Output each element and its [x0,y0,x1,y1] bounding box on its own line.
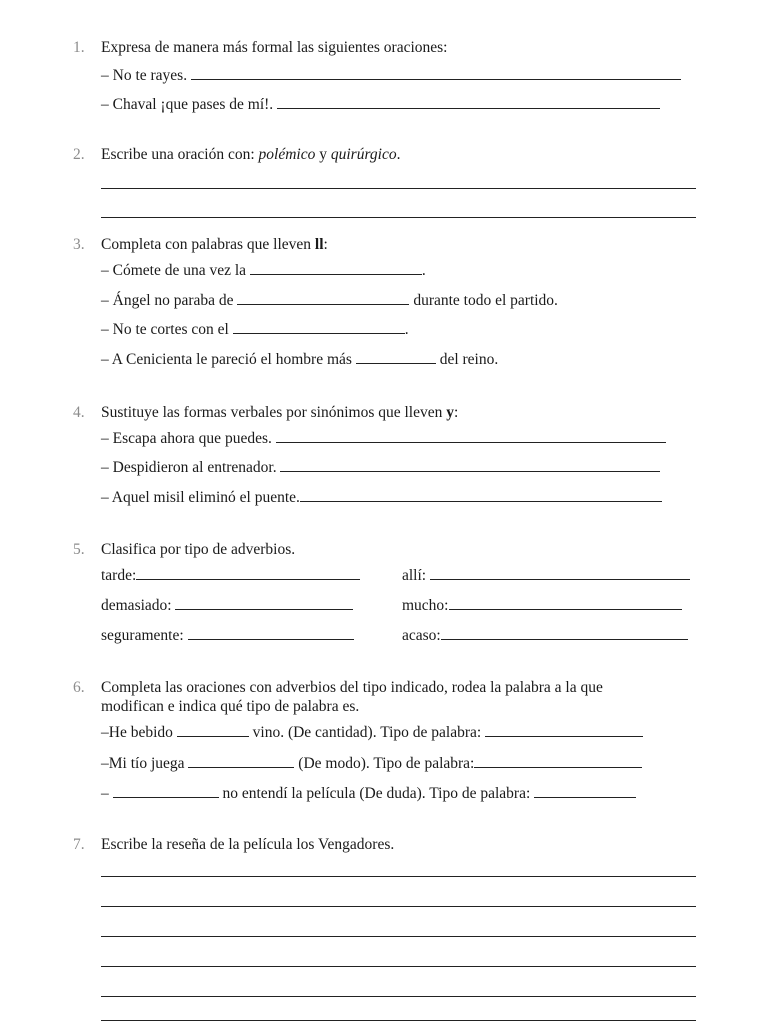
fill-item-1: – Cómete de una vez la . [101,262,426,279]
blank[interactable] [449,595,682,610]
question-prompt-line-1: Completa las oraciones con adverbios del tipo indicado, rodea la palabra a la que [101,679,603,696]
answer-line-2: – Despidieron al entrenador. [101,457,660,477]
adverb-left-2: demasiado: [101,595,353,615]
answer-line-2: – Chaval ¡que pases de mí!. [101,94,697,114]
question-number: 1. [73,39,85,56]
answer-rule[interactable] [101,188,696,189]
blank[interactable] [188,753,294,768]
question-number: 3. [73,236,85,253]
question-number: 2. [73,146,85,163]
word-quirurgico: quirúrgico [330,146,397,163]
blank[interactable] [233,319,405,334]
question-number: 6. [73,679,85,696]
answer-rule[interactable] [101,876,696,877]
blank[interactable] [237,290,409,305]
fill-item-1: –He bebido vino. (De cantidad). Tipo de palabra: [101,722,643,742]
blank[interactable] [280,457,660,472]
adverb-right-1: allí: [402,565,690,585]
blank[interactable] [175,595,353,610]
answer-rule[interactable] [101,1020,696,1021]
fill-item-2: – Ángel no paraba de durante todo el partido. [101,292,558,309]
question-prompt: Completa con palabras que lleven ll: [101,236,328,253]
blank[interactable] [534,783,636,798]
blank[interactable] [277,94,660,109]
question-prompt: Escribe la reseña de la película los Vengadores. [101,836,395,853]
blank[interactable] [177,722,249,737]
blank[interactable] [441,625,688,640]
answer-line-1: – No te rayes. [101,65,697,85]
blank[interactable] [136,565,360,580]
blank[interactable] [474,753,642,768]
answer-rule[interactable] [101,996,696,997]
fill-item-4: – A Cenicienta le pareció el hombre más del reino. [101,351,499,368]
fill-item-2: –Mi tío juega (De modo). Tipo de palabra: [101,753,642,773]
blank[interactable] [250,260,422,275]
answer-rule[interactable] [101,217,696,218]
adverb-left-1: tarde: [101,565,360,585]
question-number: 5. [73,541,85,558]
adverb-right-3: acaso: [402,625,688,645]
blank[interactable] [113,783,219,798]
blank[interactable] [485,722,643,737]
question-prompt: Sustituye las formas verbales por sinónimos que lleven y: [101,404,459,421]
adverb-left-3: seguramente: [101,625,354,645]
blank[interactable] [276,428,666,443]
question-prompt: Clasifica por tipo de adverbios. [101,541,296,558]
blank[interactable] [430,565,690,580]
question-prompt: Expresa de manera más formal las siguientes oraciones: [101,39,448,56]
blank[interactable] [188,625,354,640]
blank[interactable] [191,65,681,80]
question-number: 7. [73,836,85,853]
word-polemico: polémico [258,146,316,163]
answer-line-1: – Escapa ahora que puedes. [101,428,666,448]
fill-item-3: – No te cortes con el . [101,321,409,338]
question-prompt: Escribe una oración con: polémico y quirúrgico. [101,146,401,163]
blank[interactable] [356,349,436,364]
blank[interactable] [300,487,662,502]
fill-item-3: – no entendí la película (De duda). Tipo de palabra: [101,783,636,803]
question-number: 4. [73,404,85,421]
answer-rule[interactable] [101,906,696,907]
answer-line-3: – Aquel misil eliminó el puente. [101,487,662,507]
answer-rule[interactable] [101,966,696,967]
question-prompt-line-2: modifican e indica qué tipo de palabra es. [101,698,360,715]
adverb-right-2: mucho: [402,595,682,615]
answer-rule[interactable] [101,936,696,937]
